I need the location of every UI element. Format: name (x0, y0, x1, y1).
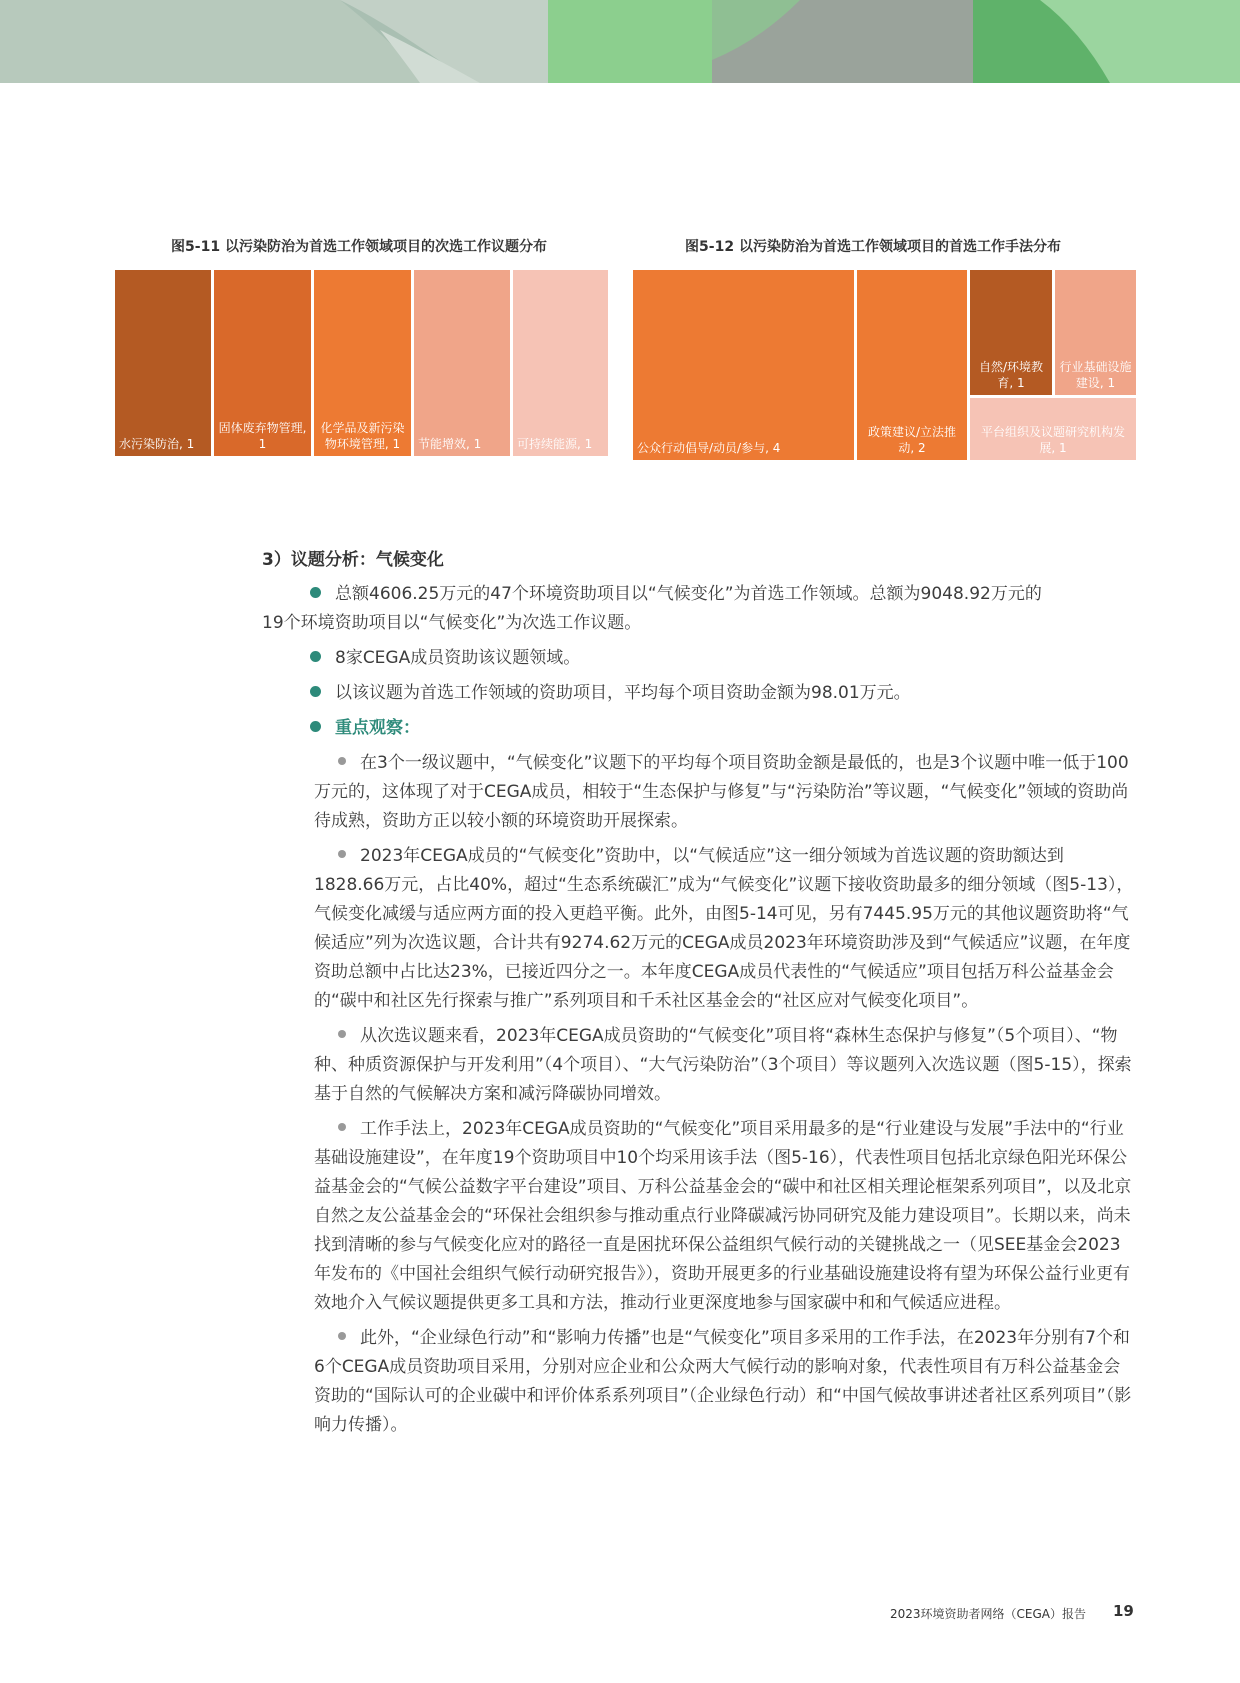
treemap-tile (1055, 270, 1136, 395)
bullet-text-continued: 19个环境资助项目以“气候变化”为次选工作议题。 (262, 613, 642, 633)
observation-text: 2023年CEGA成员的“气候变化”资助中，以“气候适应”这一细分领域为首选议题的资助额达到1828.66万元，占比40%，超过“生态系统碳汇”成为“气候变化”议题下接收资助最多的细分领域（图5-13），气候变化减缓与适应两方面的投入更趋平衡。此外，由图5-14可见，另有7445.95万元的其他议题资助将“气候适应”列为次选议题，合计共有9274.62万元的CEGA成员2023年环境资助涉及到“气候适应”议题，在年度资助总额中占比达23%，已接近四分之一。本年度CEGA成员代表性的“气候适应”项目包括万科公益基金会的“碳中和社区先行探索与推广”系列项目和千禾社区基金会的“社区应对气候变化项目”。 (314, 846, 1134, 1011)
bullet-dot-icon (310, 686, 321, 697)
observation-paragraph (314, 1324, 1134, 1440)
sub-bullet-icon (338, 757, 346, 765)
decorative-banner-image (0, 0, 1240, 83)
treemap-tile (214, 270, 311, 456)
bullet-dot-icon (310, 651, 321, 662)
tile-label: 节能增效, 1 (418, 437, 482, 451)
treemap-tile (115, 270, 211, 456)
section-heading: 3）议题分析：气候变化 (262, 550, 444, 570)
tile-label: 化学品及新污染物环境管理, 1 (320, 421, 405, 451)
treemap-tile (633, 270, 854, 460)
figure-5-11-title: 图5-11 以污染防治为首选工作领域项目的次选工作议题分布 (171, 239, 547, 255)
tile-label: 自然/环境教育, 1 (978, 360, 1044, 390)
bullet-item (262, 714, 1134, 743)
tile-label: 平台组织及议题研究机构发展, 1 (980, 425, 1125, 455)
observation-paragraph (314, 749, 1134, 836)
sub-bullet-icon (338, 1332, 346, 1340)
tile-label: 固体废弃物管理, 1 (218, 421, 307, 451)
tile-label: 政策建议/立法推动, 2 (867, 425, 957, 455)
bullet-text: 以该议题为首选工作领域的资助项目，平均每个项目资助金额为98.01万元。 (335, 683, 911, 703)
treemap-5-11 (115, 270, 608, 456)
bullet-dot-icon (310, 587, 321, 598)
figure-5-12-title: 图5-12 以污染防治为首选工作领域项目的首选工作手法分布 (685, 239, 1061, 255)
treemap-tile (314, 270, 411, 456)
observation-paragraph (314, 1022, 1134, 1109)
bullet-item (262, 644, 1134, 673)
treemap-tile (857, 270, 967, 460)
sub-bullet-icon (338, 1030, 346, 1038)
observation-paragraph (314, 1115, 1134, 1318)
sub-bullet-icon (338, 1123, 346, 1131)
header-banner (0, 0, 1240, 83)
bullet-text: 总额4606.25万元的47个环境资助项目以“气候变化”为首选工作领域。总额为9048.92万元的 (335, 584, 1042, 604)
page-number: 19 (1113, 1602, 1134, 1620)
section-climate-change (262, 546, 1134, 1446)
observation-text: 从次选议题来看，2023年CEGA成员资助的“气候变化”项目将“森林生态保护与修复”（5个项目）、“物种、种质资源保护与开发利用”（4个项目）、“大气污染防治”（3个项目）等议题列入次选议题（图5-15），探索基于自然的气候解决方案和减污降碳协同增效。 (314, 1026, 1132, 1104)
footer-report-title: 2023环境资助者网络（CEGA）报告 (890, 1607, 1087, 1621)
observation-text: 在3个一级议题中，“气候变化”议题下的平均每个项目资助金额是最低的，也是3个议题中唯一低于100万元的，这体现了对于CEGA成员，相较于“生态保护与修复”与“污染防治”等议题，“气候变化”领域的资助尚待成熟，资助方正以较小额的环境资助开展探索。 (314, 753, 1129, 831)
observation-paragraph (314, 842, 1134, 1016)
tile-label: 水污染防治, 1 (119, 437, 195, 451)
bullet-text: 8家CEGA成员资助该议题领域。 (335, 648, 581, 668)
tile-label: 行业基础设施建设, 1 (1059, 360, 1132, 390)
treemap-tile (414, 270, 510, 456)
tile-label: 可持续能源, 1 (517, 437, 593, 451)
treemap-tile (970, 270, 1052, 395)
key-observations-label: 重点观察： (335, 718, 420, 738)
sub-bullet-icon (338, 850, 346, 858)
bullet-item (262, 679, 1134, 708)
treemap-tile (513, 270, 608, 456)
treemap-tile (970, 398, 1136, 460)
observation-text: 工作手法上，2023年CEGA成员资助的“气候变化”项目采用最多的是“行业建设与发展”手法中的“行业基础设施建设”，在年度19个资助项目中10个均采用该手法（图5-16），代表性项目包括北京绿色阳光环保公益基金会的“气候公益数字平台建设”项目、万科公益基金会的“碳中和社区相关理论框架系列项目”，以及北京自然之友公益基金会的“环保社会组织参与推动重点行业降碳减污协同研究及能力建设项目”。长期以来，尚未找到清晰的参与气候变化应对的路径一直是困扰环保公益组织气候行动的关键挑战之一（见SEE基金会2023年发布的《中国社会组织气候行动研究报告》），资助开展更多的行业基础设施建设将有望为环保公益行业更有效地介入气候议题提供更多工具和方法，推动行业更深度地参与国家碳中和和气候适应进程。 (314, 1119, 1132, 1313)
tile-label: 公众行动倡导/动员/参与, 4 (637, 441, 781, 455)
treemap-5-12 (633, 270, 1136, 460)
observation-text: 此外，“企业绿色行动”和“影响力传播”也是“气候变化”项目多采用的工作手法，在2023年分别有7个和6个CEGA成员资助项目采用，分别对应企业和公众两大气候行动的影响对象，代表性项目有万科公益基金会资助的“国际认可的企业碳中和评价体系系列项目”（企业绿色行动）和“中国气候故事讲述者社区系列项目”（影响力传播）。 (314, 1328, 1132, 1435)
bullet-item (262, 580, 1134, 638)
bullet-dot-icon (310, 721, 321, 732)
